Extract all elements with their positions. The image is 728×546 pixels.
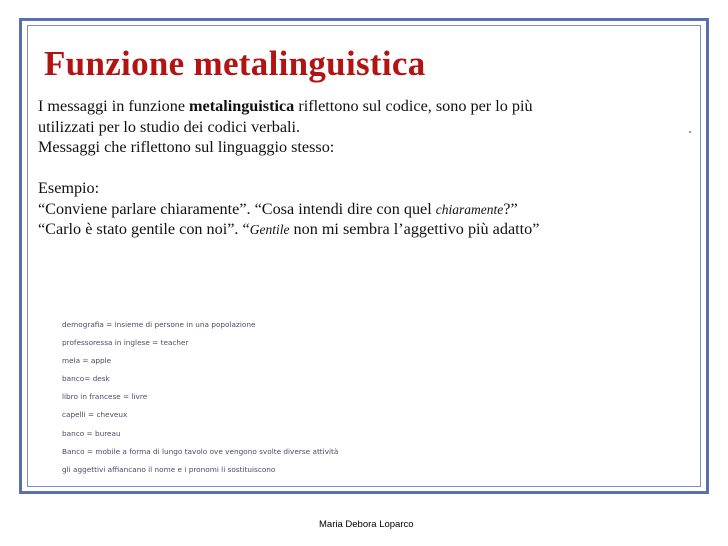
example-1	[38, 199, 668, 220]
example-item: professoressa in inglese = teacher	[62, 338, 189, 348]
example-1-italic: chiaramente	[435, 201, 504, 217]
footer-author: Maria Debora Loparco	[319, 519, 414, 530]
example-2	[38, 219, 668, 240]
body-line-3: Messaggi che riflettono sul linguaggio stesso:	[38, 138, 335, 156]
slide-title: Funzione metalinguistica	[44, 44, 426, 83]
example-item: gli aggettivi affiancano il nome e i pronomi li sostituiscono	[62, 464, 276, 474]
example-2-post: non mi sembra l’aggettivo più adatto”	[289, 220, 540, 238]
examples-image	[62, 316, 338, 479]
example-2-italic: Gentile	[249, 222, 290, 237]
example-2-pre: “Carlo è stato gentile con noi”. “	[38, 220, 250, 238]
body-line-1	[38, 96, 668, 117]
example-item: Banco = mobile a forma di lungo tavolo ove vengono svolte diverse attività	[62, 446, 339, 456]
example-1-post: ?”	[503, 199, 518, 218]
blank-line	[38, 158, 668, 179]
example-heading: Esempio:	[38, 179, 100, 197]
keyword-metalinguistica: metalinguistica	[189, 97, 295, 115]
slide-body	[38, 96, 668, 240]
example-item: demografia = insieme di persone in una popolazione	[62, 320, 256, 329]
example-item: capelli = cheveux	[62, 410, 128, 420]
decorative-dot	[689, 131, 691, 133]
body-line-1-pre: I messaggi in funzione	[38, 97, 190, 115]
example-item: banco = bureau	[62, 428, 121, 438]
body-line-1-post: riflettono sul codice, sono per lo più	[294, 97, 533, 115]
example-item: mela = apple	[62, 356, 112, 366]
example-item: libro in francese = livre	[62, 392, 148, 402]
body-line-2: utilizzati per lo studio dei codici verbali.	[38, 117, 301, 136]
example-1-pre: “Conviene parlare chiaramente”. “Cosa intendi dire con quel	[38, 199, 436, 218]
example-item: banco= desk	[62, 374, 110, 384]
